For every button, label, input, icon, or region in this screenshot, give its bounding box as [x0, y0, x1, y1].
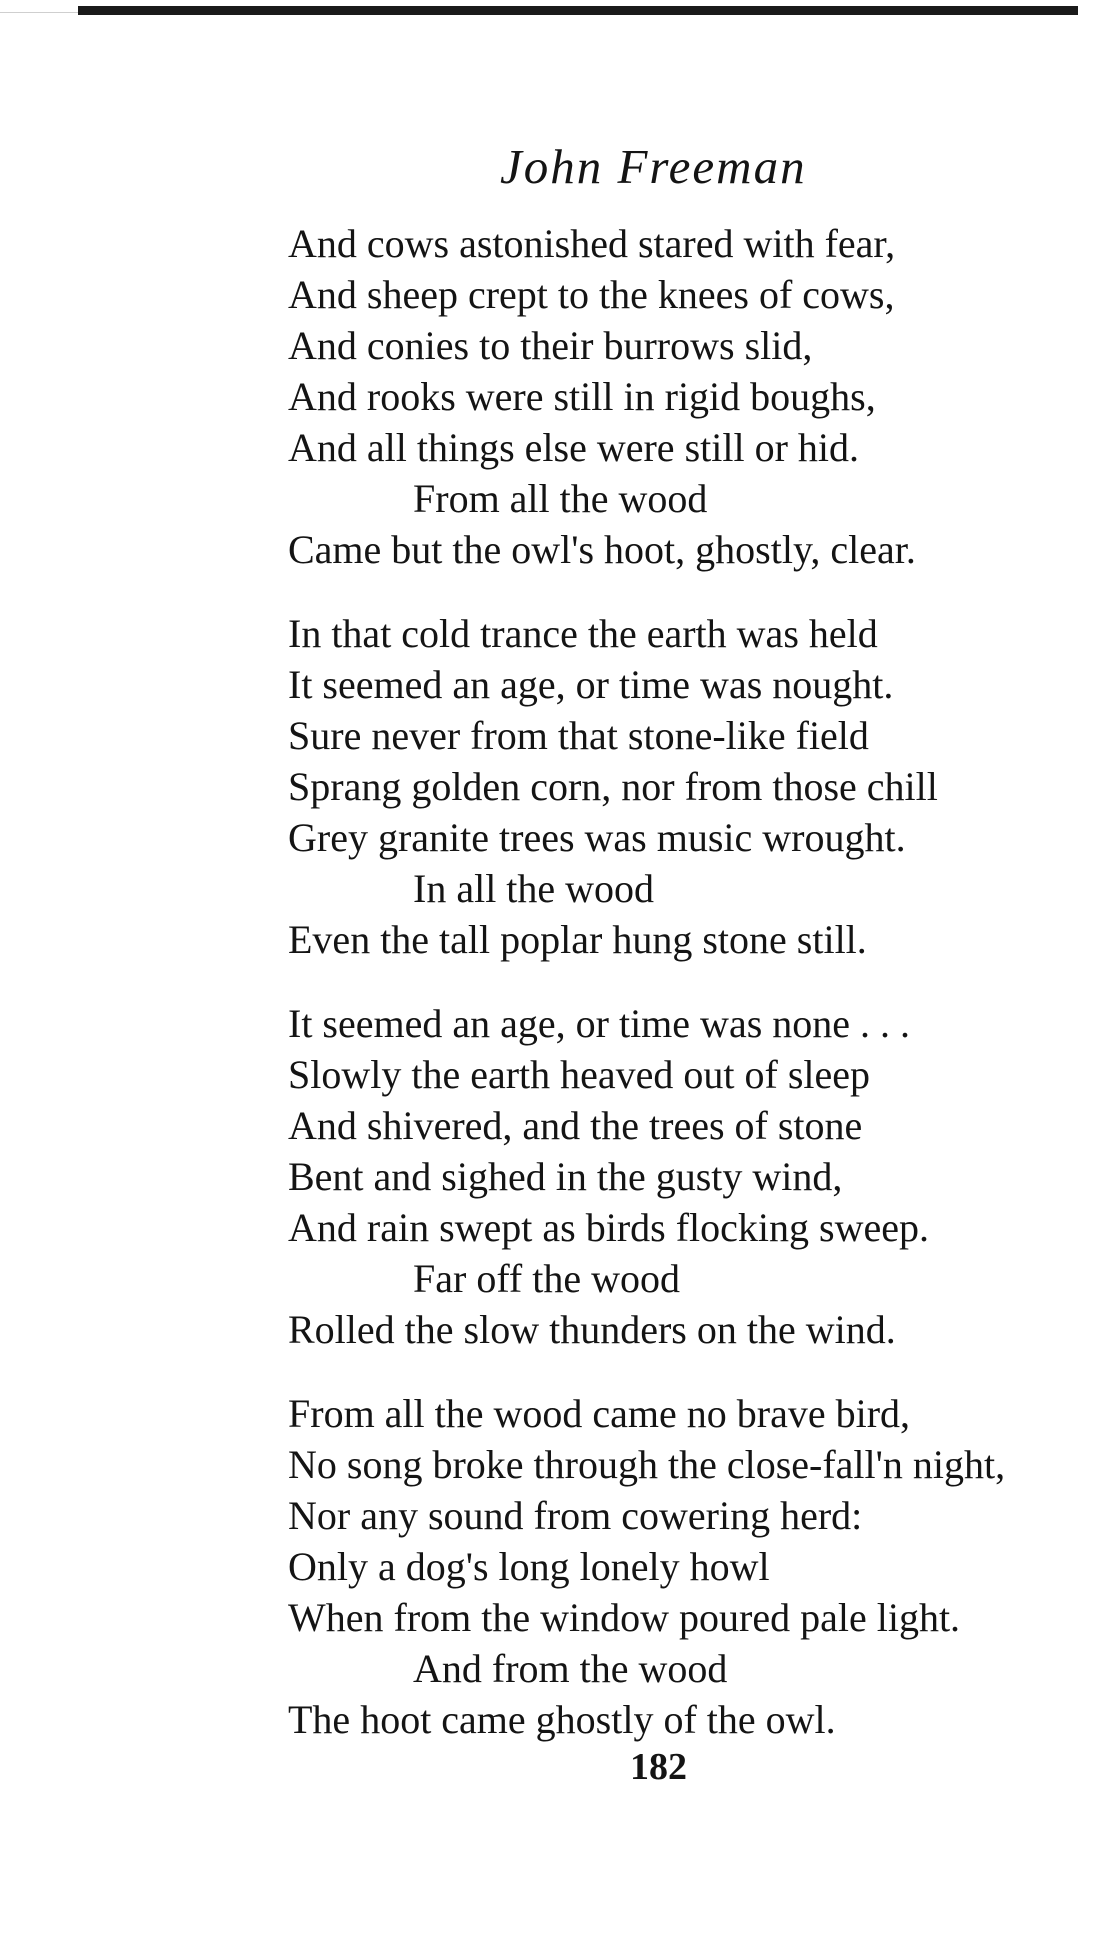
poem-line: And all things else were still or hid.	[288, 425, 860, 470]
author-name: John Freeman	[500, 139, 807, 194]
stanza-4	[288, 1388, 1088, 1745]
poem-line: Came but the owl's hoot, ghostly, clear.	[288, 527, 916, 572]
poem-line: And rooks were still in rigid boughs,	[288, 374, 876, 419]
poem-line: And cows astonished stared with fear,	[288, 221, 896, 266]
poem-line: And shivered, and the trees of stone	[288, 1103, 863, 1148]
poem-line: Even the tall poplar hung stone still.	[288, 917, 867, 962]
top-rule	[78, 6, 1078, 15]
stanza-1	[288, 218, 1088, 575]
poem-line: And conies to their burrows slid,	[288, 323, 813, 368]
poem-line: Rolled the slow thunders on the wind.	[288, 1307, 896, 1352]
stanza-2	[288, 608, 1088, 965]
stanza-3	[288, 998, 1088, 1355]
poem-line: Grey granite trees was music wrought.	[288, 815, 906, 860]
poem-line: From all the wood came no brave bird,	[288, 1391, 911, 1436]
top-rule-thin	[0, 12, 78, 13]
poem-line: Sprang golden corn, nor from those chill	[288, 764, 938, 809]
poem-line: When from the window poured pale light.	[288, 1595, 961, 1640]
poem-line: It seemed an age, or time was nought.	[288, 662, 894, 707]
poem-line: In that cold trance the earth was held	[288, 611, 878, 656]
poem-line: Sure never from that stone-like field	[288, 713, 869, 758]
poem-line: Bent and sighed in the gusty wind,	[288, 1154, 843, 1199]
poem-line: And rain swept as birds flocking sweep.	[288, 1205, 929, 1250]
poem-line: Only a dog's long lonely howl	[288, 1544, 770, 1589]
running-head	[0, 138, 1097, 195]
poem-line: Slowly the earth heaved out of sleep	[288, 1052, 871, 1097]
poem-line: Nor any sound from cowering herd:	[288, 1493, 863, 1538]
poem-line: And sheep crept to the knees of cows,	[288, 272, 895, 317]
poem-line-refrain: In all the wood	[413, 866, 655, 911]
poem-line: It seemed an age, or time was none . . .	[288, 1001, 911, 1046]
page-number: 182	[630, 1746, 687, 1788]
poem	[288, 218, 1088, 1778]
poem-line-refrain: From all the wood	[413, 476, 708, 521]
poem-line: The hoot came ghostly of the owl.	[288, 1697, 836, 1742]
poem-line: No song broke through the close-fall'n night,	[288, 1442, 1006, 1487]
poem-line-refrain: And from the wood	[413, 1646, 728, 1691]
poem-line-refrain: Far off the wood	[413, 1256, 680, 1301]
